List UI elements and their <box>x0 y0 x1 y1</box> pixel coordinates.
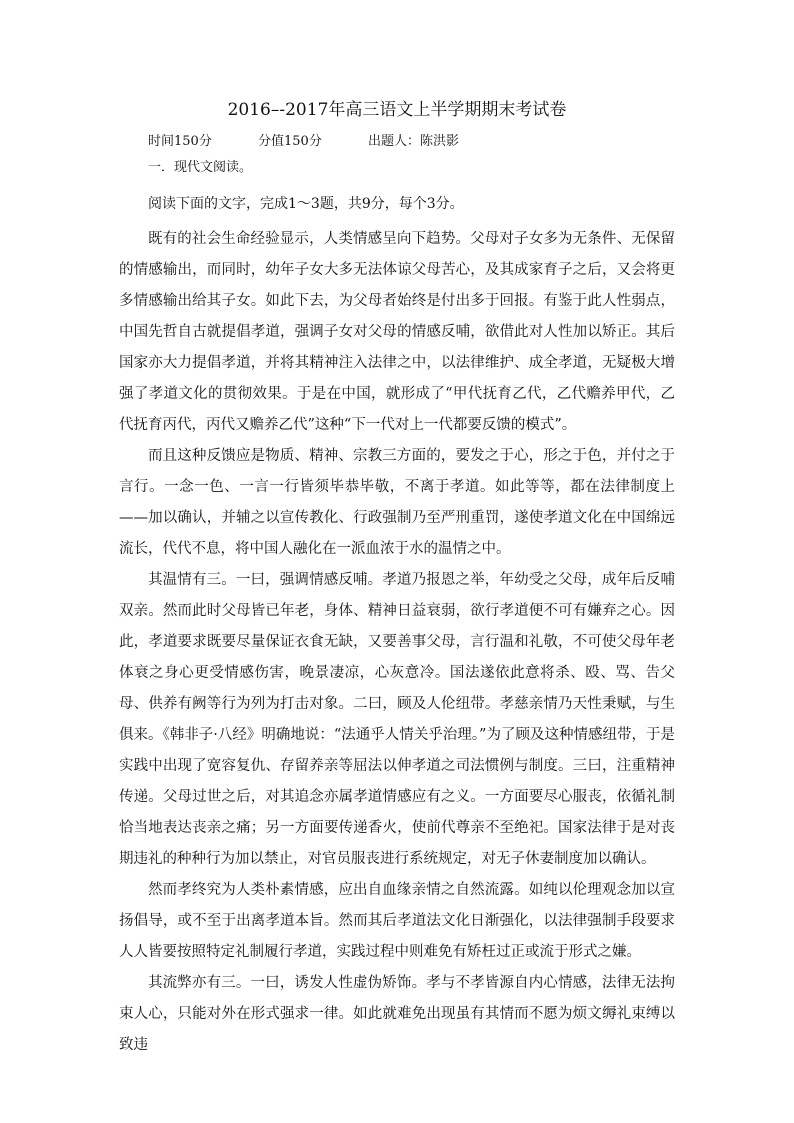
page-title: 2016–-2017年高三语文上半学期期末考试卷 <box>227 100 567 120</box>
reading-instruction: 阅读下面的文字，完成1～3题，共9分，每个3分。 <box>148 196 464 212</box>
paragraph: 其温情有三。一曰，强调情感反哺。孝道乃报恩之举，年幼受之父母，成年后反哺双亲。然而此时父母皆已年老，身体、精神日益衰弱，欲行孝道便不可有嫌弃之心。因此，孝道要求既要尽量保证衣食无缺，又要善事父母，言行温和礼敬，不可使父母年老体衰之身心更受情感伤害，晚景凄凉，心灰意冷。国法遂依此意将杀、殴、骂、告父母、供养有阙等行为列为打击对象。二曰，顾及人伦纽带。孝慈亲情乃天性秉赋，与生俱来。《韩非子·八经》明确地说：“法通乎人情关乎治理。”为了顾及这种情感纽带，于是实践中出现了宽容复仇、存留养亲等屈法以伸孝道之司法惯例与制度。三曰，注重精神传递。父母过世之后，对其追念亦属孝道情感应有之义。一方面要尽心服丧，依循礼制恰当地表达丧亲之痛；另一方面要传递香火，使前代尊亲不至绝祀。国家法律于是对丧期违礼的种种行为加以禁止，对官员服丧进行系统规定，对无子休妻制度加以确认。 <box>119 572 675 867</box>
exam-author: 出题人：陈洪影 <box>368 134 460 149</box>
section-heading: 一．现代文阅读。 <box>148 160 253 175</box>
reading-passage <box>119 224 675 1061</box>
paragraph: 既有的社会生命经验显示，人类情感呈向下趋势。父母对子女多为无条件、无保留的情感输出，而同时，幼年子女大多无法体谅父母苦心，及其成家育子之后，又会将更多情感输出给其子女。如此下去，为父母者始终是付出多于回报。有鉴于此人性弱点，中国先哲自古就提倡孝道，强调子女对父母的情感反哺，欲借此对人性加以矫正。其后国家亦大力提倡孝道，并将其精神注入法律之中，以法律维护、成全孝道，无疑极大增强了孝道文化的贯彻效果。于是在中国，就形成了“甲代抚育乙代，乙代赡养甲代，乙代抚育丙代，丙代又赡养乙代”这种“下一代对上一代都要反馈的模式”。 <box>119 231 675 433</box>
exam-meta <box>148 132 459 152</box>
paragraph: 然而孝终究为人类朴素情感，应出自血缘亲情之自然流露。如纯以伦理观念加以宣扬倡导，或不至于出离孝道本旨。然而其后孝道法文化日渐强化，以法律强制手段要求人人皆要按照特定礼制履行孝道，实践过程中则难免有矫枉过正或流于形式之嫌。 <box>119 882 675 960</box>
paragraph: 其流弊亦有三。一曰，诱发人性虚伪矫饰。孝与不孝皆源自内心情感，法律无法拘束人心，只能对外在形式强求一律。如此就难免出现虽有其情而不愿为烦文缛礼束缚以致违 <box>119 975 675 1053</box>
exam-time: 时间150分 <box>148 134 212 149</box>
paragraph: 而且这种反馈应是物质、精神、宗教三方面的，要发之于心，形之于色，并付之于言行。一念一色、一言一行皆须毕恭毕敬，不离于孝道。如此等等，都在法律制度上——加以确认，并辅之以宣传教化、行政强制乃至严刑重罚，遂使孝道文化在中国绵远流长，代代不息，将中国人融化在一派血浓于水的温情之中。 <box>119 448 675 557</box>
exam-score: 分值150分 <box>258 134 322 149</box>
